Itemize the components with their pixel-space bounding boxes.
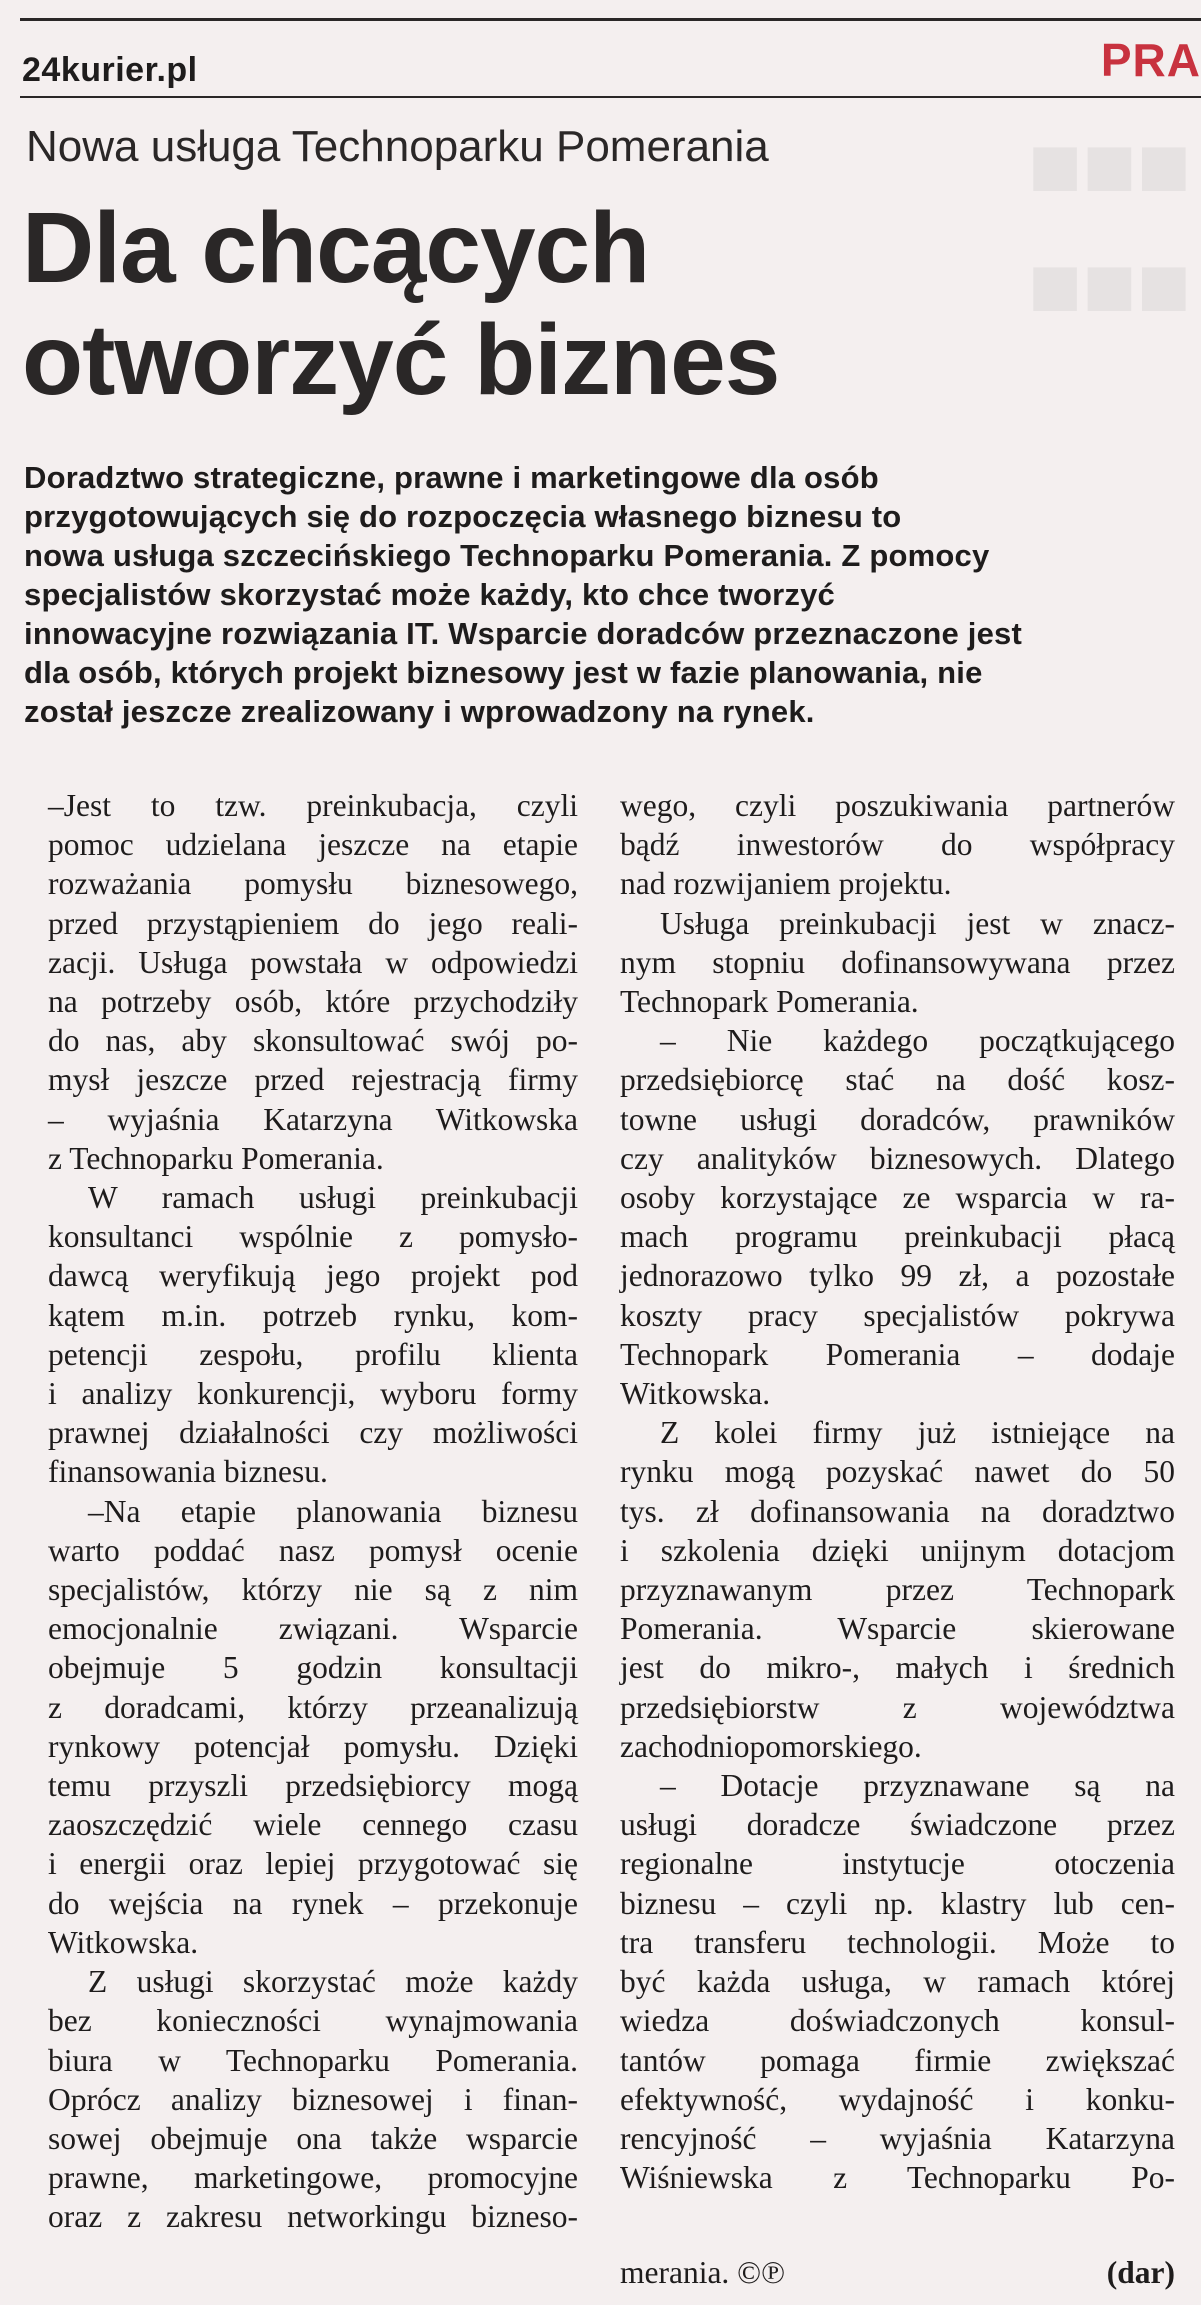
body-line: tys. zł dofinansowania na doradztwo [620,1493,1175,1529]
body-line: Technopark Pomerania – dodaje [620,1336,1175,1372]
ghost-text: ■■■ [1027,236,1191,336]
body-line: wego, czyli poszukiwania partnerów [620,788,1175,823]
body-line: prawnej działalności czy możliwości [48,1415,578,1451]
body-line: dawcą weryfikują jego projekt pod [48,1258,578,1294]
body-line: i analizy konkurencji, wyboru formy [48,1376,578,1412]
headline-line: Dla chcących [22,192,650,304]
body-line: jednorazowo tylko 99 zł, a pozostałe [620,1258,1175,1294]
body-line: nym stopniu dofinansowywana przez [620,944,1175,980]
body-line: Oprócz analizy biznesowej i finan- [48,2081,578,2117]
body-line: Pomerania. Wsparcie skierowane [620,1611,1175,1647]
body-line: biznesu – czyli np. klastry lub cen- [620,1885,1175,1921]
body-line: W ramach usługi preinkubacji [88,1180,578,1216]
body-line: prawne, marketingowe, promocyjne [48,2160,578,2196]
body-line: –Jest to tzw. preinkubacja, czyli [48,788,578,823]
article-lead [24,458,1184,731]
article-signoff [620,2253,1175,2292]
body-line: – Nie każdego początkującego [660,1023,1175,1059]
body-line: Witkowska. [48,1924,199,1960]
lead-line: innowacyjne rozwiązania IT. Wsparcie doradców przeznaczone jest [24,616,1022,651]
lead-line: Doradztwo strategiczne, prawne i marketingowe dla osób [24,460,879,495]
body-line: zacji. Usługa powstała w odpowiedzi [48,944,578,980]
site-name: 24kurier.pl [22,51,198,89]
body-line: na potrzeby osób, które przychodziły [48,984,578,1020]
body-line: – Dotacje przyznawane są na [660,1768,1175,1804]
body-line: do wejścia na rynek – przekonuje [48,1885,578,1921]
body-line: mach programu preinkubacji płacą [620,1219,1175,1255]
body-line: przyznawanym przez Technopark [620,1572,1175,1608]
body-line: regionalne instytucje otoczenia [620,1846,1175,1882]
final-line: merania. ©℗ [620,2255,786,2290]
body-line: i energii oraz lepiej przygotować się [48,1846,578,1882]
body-line: sowej obejmuje ona także wsparcie [48,2120,578,2156]
body-line: być każda usługa, w ramach której [620,1964,1175,2000]
body-line: tra transferu technologii. Może to [620,1924,1175,1960]
body-line: emocjonalnie związani. Wsparcie [48,1611,578,1647]
body-line: Witkowska. [620,1376,771,1412]
body-line: –Na etapie planowania biznesu [88,1493,578,1529]
lead-line: został jeszcze zrealizowany i wprowadzony na rynek. [24,694,815,729]
article-headline [22,192,1122,416]
body-line: z Technoparku Pomerania. [48,1140,384,1176]
body-line: osoby korzystające ze wsparcia w ra- [620,1180,1175,1216]
lead-line: nowa usługa szczecińskiego Technoparku Pomerania. Z pomocy [24,538,990,573]
body-line: usługi doradcze świadczone przez [620,1807,1175,1843]
body-line: konsultanci wspólnie z pomysło- [48,1219,578,1255]
article-column-right [620,786,1175,2197]
body-line: finansowania biznesu. [48,1454,328,1490]
body-line: Wiśniewska z Technoparku Po- [620,2160,1175,2196]
body-line: bez konieczności wynajmowania [48,2003,578,2039]
body-line: przedsiębiorstw z województwa [620,1689,1175,1725]
lead-line: dla osób, których projekt biznesowy jest w fazie planowania, nie [24,655,983,690]
article-column-left [48,786,578,2237]
ghost-text: ■■■ [1027,116,1191,216]
body-line: z doradcami, którzy przeanalizują [48,1689,578,1725]
headline-line: otworzyć biznes [22,304,780,416]
body-line: mysł jeszcze przed rejestracją firmy [48,1062,578,1098]
lead-line: specjalistów skorzystać może każdy, kto chce tworzyć [24,577,835,612]
body-line: rynku mogą pozyskać nawet do 50 [620,1454,1175,1490]
body-line: Z usługi skorzystać może każdy [88,1964,578,2000]
body-line: rencyjność – wyjaśnia Katarzyna [620,2120,1175,2156]
body-line: Technopark Pomerania. [620,984,919,1020]
body-line: kątem m.in. potrzeb rynku, kom- [48,1297,578,1333]
body-line: oraz z zakresu networkingu bizneso- [48,2199,578,2235]
body-line: bądź inwestorów do współpracy [620,827,1175,863]
masthead [20,18,1201,98]
body-line: zaoszczędzić wiele cennego czasu [48,1807,578,1843]
body-line: jest do mikro-, małych i średnich [620,1650,1175,1686]
body-line: efektywność, wydajność i konku- [620,2081,1175,2117]
article-kicker: Nowa usługa Technoparku Pomerania [26,122,769,171]
body-line: tantów pomaga firmie zwiększać [620,2042,1175,2078]
body-line: – wyjaśnia Katarzyna Witkowska [48,1101,578,1137]
body-line: rozważania pomysłu biznesowego, [48,866,578,902]
body-line: obejmuje 5 godzin konsultacji [48,1650,578,1686]
body-line: przedsiębiorcę stać na dość kosz- [620,1062,1175,1098]
body-line: petencji zespołu, profilu klienta [48,1336,578,1372]
section-tag: PRA [1091,33,1201,93]
body-line: zachodniopomorskiego. [620,1728,922,1764]
body-line: do nas, aby skonsultować swój po- [48,1023,578,1059]
body-line: warto poddać nasz pomysł ocenie [48,1532,578,1568]
author-initials: (dar) [1106,2255,1175,2290]
body-line: towne usługi doradców, prawników [620,1101,1175,1137]
body-line: czy analityków biznesowych. Dlatego [620,1140,1175,1176]
body-line: biura w Technoparku Pomerania. [48,2042,578,2078]
body-line: Usługa preinkubacji jest w znacz- [660,905,1175,941]
body-line: Z kolei firmy już istniejące na [660,1415,1175,1451]
body-line: wiedza doświadczonych konsul- [620,2003,1175,2039]
body-line: koszty pracy specjalistów pokrywa [620,1297,1175,1333]
body-line: pomoc udzielana jeszcze na etapie [48,827,578,863]
body-line: i szkolenia dzięki unijnym dotacjom [620,1532,1175,1568]
body-line: specjalistów, którzy nie są z nim [48,1572,578,1608]
body-line: przed przystąpieniem do jego reali- [48,905,578,941]
body-line: nad rozwijaniem projektu. [620,866,952,902]
body-line: temu przyszli przedsiębiorcy mogą [48,1768,578,1804]
lead-line: przygotowujących się do rozpoczęcia własnego biznesu to [24,499,902,534]
body-line: rynkowy potencjał pomysłu. Dzięki [48,1728,578,1764]
